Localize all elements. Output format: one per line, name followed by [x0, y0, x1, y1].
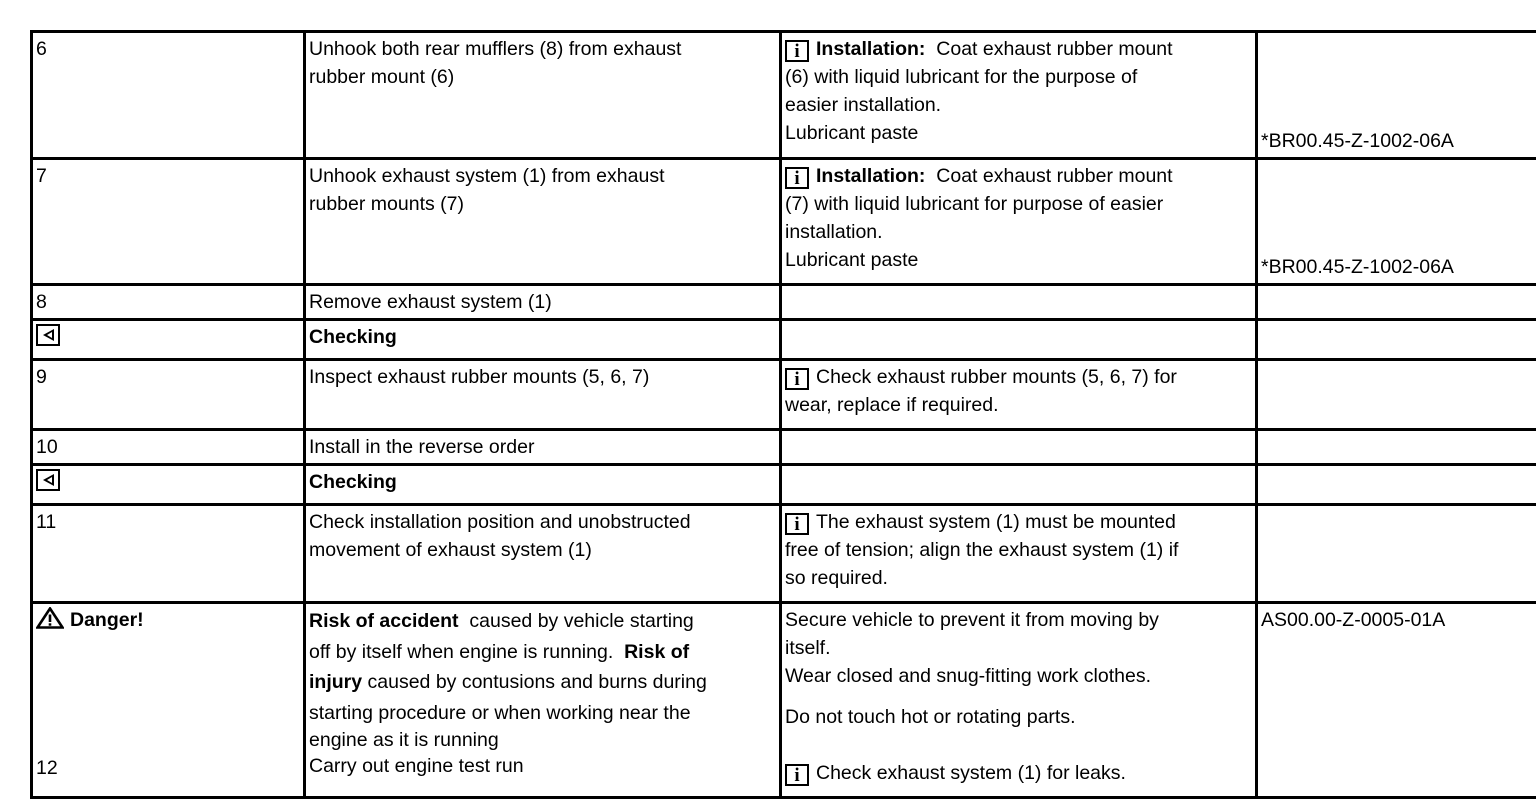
table-row — [32, 505, 1536, 603]
procedure-table — [30, 30, 1536, 799]
table-row — [32, 32, 1536, 159]
risk-heading: Risk of — [624, 640, 690, 663]
step-action — [305, 505, 781, 603]
note-line: (6) with liquid lubricant for the purpose of — [785, 66, 1138, 88]
info-icon: i — [785, 368, 809, 390]
reference-cell — [1257, 32, 1536, 159]
note-line: easier installation. — [785, 94, 942, 116]
risk-line: engine as it is running — [309, 729, 499, 751]
reference-cell — [1257, 159, 1536, 285]
step-number: 12 — [36, 757, 58, 779]
step-action — [305, 159, 781, 285]
note-line: (7) with liquid lubricant for purpose of easier — [785, 193, 1164, 215]
reference-cell — [1257, 465, 1536, 505]
step-note — [781, 360, 1257, 430]
checking-icon — [36, 469, 60, 491]
measure-line: Do not touch hot or rotating parts. — [785, 706, 1076, 728]
reference-link[interactable]: *BR00.45-Z-1002-06A — [1261, 130, 1454, 152]
action-line: Check installation position and unobstructed — [309, 511, 691, 533]
info-icon: i — [785, 167, 809, 189]
info-icon: i — [785, 40, 809, 62]
table-row — [32, 430, 1536, 465]
info-icon: i — [785, 513, 809, 535]
step-note — [781, 430, 1257, 465]
table-row — [32, 320, 1536, 360]
checking-cell — [32, 320, 305, 360]
reference-link[interactable]: *BR00.45-Z-1002-06A — [1261, 256, 1454, 278]
note-extra: Lubricant paste — [785, 122, 919, 144]
note-extra: Lubricant paste — [785, 249, 919, 271]
risk-heading: Risk of accident — [309, 610, 459, 632]
reference-cell — [1257, 505, 1536, 603]
action-line: rubber mount (6) — [309, 66, 455, 88]
risk-text: caused by contusions and burns during — [367, 671, 707, 693]
warning-triangle-icon — [36, 607, 64, 629]
table-row — [32, 159, 1536, 285]
action-line: Unhook both rear mufflers (8) from exhaust — [309, 38, 682, 60]
checking-icon — [36, 324, 60, 346]
step-note — [781, 320, 1257, 360]
reference-link[interactable]: AS00.00-Z-0005-01A — [1261, 609, 1446, 631]
table-row — [32, 360, 1536, 430]
step-number: 6 — [32, 32, 305, 159]
reference-cell — [1257, 430, 1536, 465]
step-note — [781, 32, 1257, 159]
note-text: Check exhaust rubber mounts (5, 6, 7) for — [816, 366, 1177, 388]
step-note — [781, 285, 1257, 320]
step-action: Inspect exhaust rubber mounts (5, 6, 7) — [305, 360, 781, 430]
danger-description — [305, 603, 781, 798]
step-action: Remove exhaust system (1) — [305, 285, 781, 320]
danger-measures — [781, 603, 1257, 798]
note-label: Installation: — [816, 38, 926, 60]
risk-text: off by itself when engine is running. — [309, 640, 614, 663]
reference-cell — [1257, 603, 1536, 798]
action-line: Unhook exhaust system (1) from exhaust — [309, 165, 665, 187]
risk-line: starting procedure or when working near the — [309, 701, 691, 724]
measure-line: Secure vehicle to prevent it from moving by — [785, 609, 1159, 631]
risk-heading: injury — [309, 671, 363, 693]
note-text: Coat exhaust rubber mount — [936, 165, 1173, 187]
measure-line: Wear closed and snug-fitting work clothes. — [785, 665, 1151, 687]
step-action — [305, 32, 781, 159]
step-note — [781, 465, 1257, 505]
danger-cell — [32, 603, 305, 798]
section-heading: Checking — [305, 320, 781, 360]
step-number: 8 — [32, 285, 305, 320]
step-note — [781, 505, 1257, 603]
note-text: Coat exhaust rubber mount — [936, 38, 1173, 60]
danger-label: Danger! — [70, 609, 144, 631]
note-line: installation. — [785, 221, 883, 243]
action-line: movement of exhaust system (1) — [309, 539, 592, 561]
step-number: 9 — [32, 360, 305, 430]
note-line: so required. — [785, 567, 888, 589]
step-note: Check exhaust system (1) for leaks. — [816, 762, 1126, 784]
step-number: 11 — [32, 505, 305, 603]
section-heading: Checking — [305, 465, 781, 505]
step-number: 7 — [32, 159, 305, 285]
step-action: Install in the reverse order — [305, 430, 781, 465]
note-line: wear, replace if required. — [785, 394, 999, 416]
measure-line: itself. — [785, 637, 831, 659]
action-line: rubber mounts (7) — [309, 193, 464, 215]
info-icon: i — [785, 764, 809, 786]
checking-cell — [32, 465, 305, 505]
note-line: free of tension; align the exhaust system (1) if — [785, 539, 1179, 561]
reference-cell — [1257, 320, 1536, 360]
risk-text: caused by vehicle starting — [469, 610, 694, 632]
table-row — [32, 285, 1536, 320]
note-text: The exhaust system (1) must be mounted — [816, 511, 1176, 533]
table-row — [32, 465, 1536, 505]
step-number: 10 — [32, 430, 305, 465]
step-note — [781, 159, 1257, 285]
step-action: Carry out engine test run — [309, 755, 524, 777]
table-row — [32, 603, 1536, 798]
reference-cell — [1257, 285, 1536, 320]
reference-cell — [1257, 360, 1536, 430]
note-label: Installation: — [816, 165, 926, 187]
